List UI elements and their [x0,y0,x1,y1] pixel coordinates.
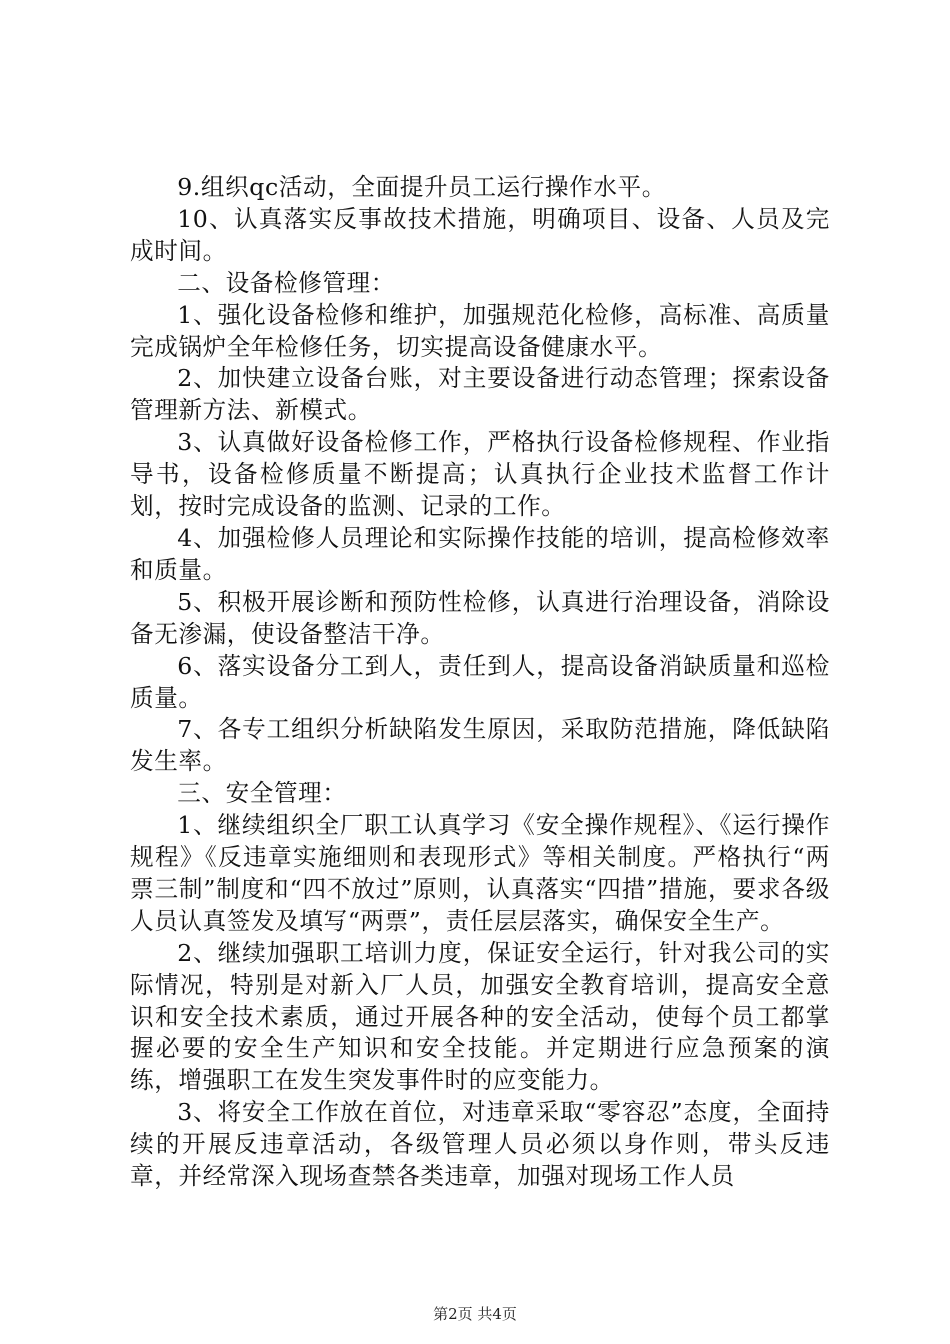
paragraph-maintenance-4: 4、加强检修人员理论和实际操作技能的培训，提高检修效率和质量。 [130,523,830,584]
paragraph-safety-1: 1、继续组织全厂职工认真学习《安全操作规程》、《运行操作规程》《反违章实施细则和表现形式》等相关制度。严格执行“两票三制”制度和“四不放过”原则，认真落实“四措”措施，要求各级人员认真签发及填写“两票”，责任层层落实，确保安全生产。 [130,811,830,935]
paragraph-qc-activity: 9.组织qc活动，全面提升员工运行操作水平。 [177,173,666,201]
section-heading-equipment-maintenance: 二、设备检修管理： [177,268,395,297]
paragraph-maintenance-1: 1、强化设备检修和维护，加强规范化检修，高标准、高质量完成锅炉全年检修任务，切实提高设备健康水平。 [130,300,830,361]
paragraph-safety-3: 3、将安全工作放在首位，对违章采取“零容忍”态度，全面持续的开展反违章活动，各级管理人员必须以身作则，带头反违章，并经常深入现场查禁各类违章，加强对现场工作人员 [130,1098,830,1191]
paragraph-maintenance-3: 3、认真做好设备检修工作，严格执行设备检修规程、作业指导书，设备检修质量不断提高；认真执行企业技术监督工作计划，按时完成设备的监测、记录的工作。 [130,428,830,521]
paragraph-safety-2: 2、继续加强职工培训力度，保证安全运行，针对我公司的实际情况，特别是对新入厂人员，加强安全教育培训，提高安全意识和安全技术素质，通过开展各种的安全活动，使每个员工都掌握必要的安全生产知识和安全技能。并定期进行应急预案的演练，增强职工在发生突发事件时的应变能力。 [130,938,830,1095]
paragraph-anti-accident-measures: 10、认真落实反事故技术措施，明确项目、设备、人员及完成时间。 [130,204,830,265]
document-body [130,172,830,1193]
page-number-footer: 第2页 共4页 [433,1305,517,1323]
section-heading-safety-management: 三、安全管理： [177,779,347,808]
paragraph-maintenance-7: 7、各专工组织分析缺陷发生原因，采取防范措施，降低缺陷发生率。 [130,715,830,776]
paragraph-maintenance-6: 6、落实设备分工到人，责任到人，提高设备消缺质量和巡检质量。 [130,651,830,712]
paragraph-maintenance-2: 2、加快建立设备台账，对主要设备进行动态管理；探索设备管理新方法、新模式。 [130,364,830,425]
paragraph-maintenance-5: 5、积极开展诊断和预防性检修，认真进行治理设备，消除设备无渗漏，使设备整洁干净。 [130,587,830,648]
